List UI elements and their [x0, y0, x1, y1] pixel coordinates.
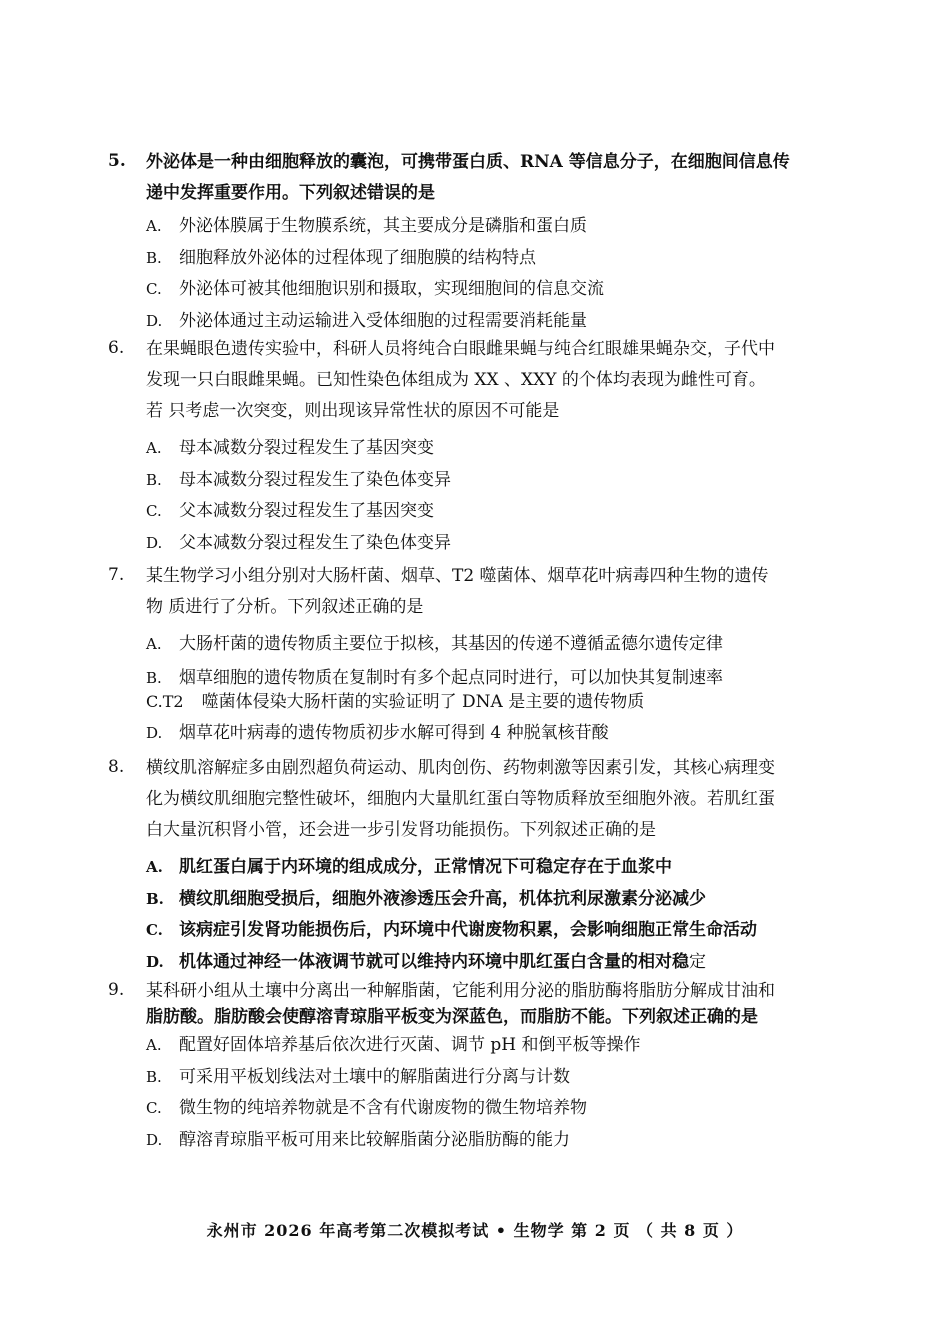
option-b: B. 横纹肌细胞受损后，细胞外液渗透压会升高，机体抗利尿激素分泌减少	[146, 888, 706, 909]
option-list	[146, 852, 838, 978]
option-list	[146, 433, 838, 559]
question-number: 7.	[108, 565, 125, 585]
question-number: 6.	[108, 338, 125, 358]
question-stem: 外泌体是一种由细胞释放的囊泡，可携带蛋白质、RNA 等信息分子，在细胞间信息传 递中发挥重要作用。下列叙述错误的是	[146, 152, 790, 203]
option-list	[146, 629, 838, 749]
question-number: 5.	[108, 151, 126, 171]
option-c: C. 外泌体可被其他细胞识别和摄取，实现细胞间的信息交流	[146, 279, 604, 299]
option-a: A. 外泌体膜属于生物膜系统，其主要成分是磷脂和蛋白质	[146, 216, 587, 236]
option-b: B. 细胞释放外泌体的过程体现了细胞膜的结构特点	[146, 247, 536, 268]
question-stem: 某科研小组从土壤中分离出一种解脂菌，它能利用分泌的脂肪酶将脂肪分解成甘油和 脂肪酸。脂肪酸会使醇溶青琼脂平板变为深蓝色，而脂肪不能。下列叙述正确的是	[146, 981, 775, 1027]
option-d: D. 机体通过神经一体液调节就可以维持内环境中肌红蛋白含量的相对稳定	[146, 951, 706, 972]
option-list	[146, 211, 838, 337]
question-number: 8.	[108, 757, 125, 777]
option-b: B. 母本减数分裂过程发生了染色体变异	[146, 469, 451, 490]
option-list	[146, 1030, 838, 1156]
option-a: A. 母本减数分裂过程发生了基因突变	[146, 438, 434, 458]
question-stem: 在果蝇眼色遗传实验中，科研人员将纯合白眼雌果蝇与纯合红眼雄果蝇杂交，子代中 发现一只白眼雌果蝇。已知性染色体组成为 XX 、XXY 的个体均表现为雌性可育。 若 只考虑一次突变，则出现该异常性状的原因不可能是	[146, 339, 775, 421]
option-c: C. 该病症引发肾功能损伤后，内环境中代谢废物积累，会影响细胞正常生命活动	[146, 920, 757, 940]
option-d: D. 外泌体通过主动运输进入受体细胞的过程需要消耗能量	[146, 310, 587, 331]
question-stem: 某生物学习小组分别对大肠杆菌、烟草、T2 噬菌体、烟草花叶病毒四种生物的遗传 物 质进行了分析。下列叙述正确的是	[146, 566, 769, 617]
question-6	[108, 334, 838, 559]
page-footer: 永州市 2026 年高考第二次模拟考试 • 生物学 第 2 页 （ 共 8 页 ）	[206, 1221, 744, 1240]
question-stem: 横纹肌溶解症多由剧烈超负荷运动、肌肉创伤、药物刺激等因素引发，其核心病理变 化为横纹肌细胞完整性破坏，细胞内大量肌红蛋白等物质释放至细胞外液。若肌红蛋 白大量沉积肾小管，还会进一步引发肾功能损伤。下列叙述正确的是	[146, 758, 775, 840]
question-number: 9.	[108, 980, 125, 1000]
question-7	[108, 561, 838, 749]
option-b: B. 可采用平板划线法对土壤中的解脂菌进行分离与计数	[146, 1066, 570, 1087]
option-c: C. 父本减数分裂过程发生了基因突变	[146, 501, 434, 521]
option-c: C.T2 噬菌体侵染大肠杆菌的实验证明了 DNA 是主要的遗传物质	[146, 691, 645, 712]
option-b: B. 烟草细胞的遗传物质在复制时有多个起点同时进行，可以加快其复制速率	[146, 667, 723, 688]
option-d: D. 烟草花叶病毒的遗传物质初步水解可得到 4 种脱氧核苷酸	[146, 722, 609, 743]
option-d: D. 父本减数分裂过程发生了染色体变异	[146, 532, 451, 553]
option-a: A. 大肠杆菌的遗传物质主要位于拟核，其基因的传递不遵循孟德尔遗传定律	[146, 634, 723, 654]
question-9	[108, 976, 838, 1156]
option-c: C. 微生物的纯培养物就是不含有代谢废物的微生物培养物	[146, 1098, 587, 1118]
option-d: D. 醇溶青琼脂平板可用来比较解脂菌分泌脂肪酶的能力	[146, 1129, 570, 1150]
option-a: A. 配置好固体培养基后依次进行灭菌、调节 pH 和倒平板等操作	[146, 1035, 641, 1055]
question-8	[108, 753, 838, 978]
option-a: A. 肌红蛋白属于内环境的组成成分，正常情况下可稳定存在于血浆中	[146, 857, 672, 877]
question-5	[108, 147, 838, 337]
